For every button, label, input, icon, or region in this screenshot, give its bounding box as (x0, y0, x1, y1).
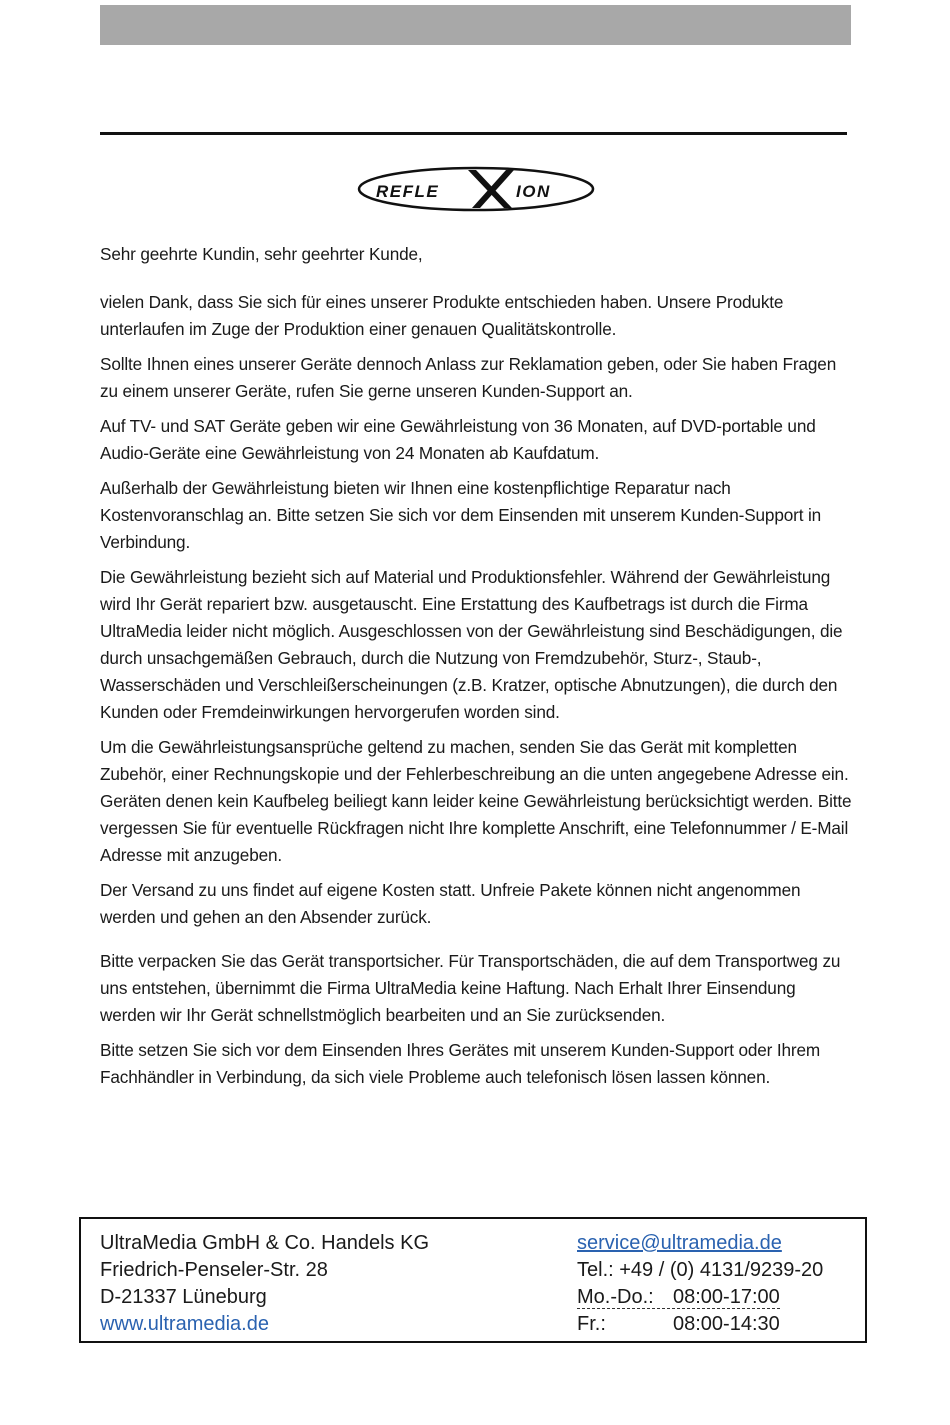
website-link[interactable]: www.ultramedia.de (100, 1313, 269, 1335)
hours-time: 08:00-14:30 (673, 1313, 780, 1335)
hours-days: Fr.: (577, 1313, 606, 1335)
postal-address (100, 1230, 429, 1338)
phone-number: Tel.: +49 / (0) 4131/9239-20 (577, 1259, 824, 1281)
greeting: Sehr geehrte Kundin, sehr geehrter Kunde, (100, 244, 423, 264)
paragraph-paid-repair: Außerhalb der Gewährleistung bieten wir Ihnen eine kostenpflichtige Reparatur nach Kostenvoranschlag an. Bitte setzen Sie sich vor dem Einsenden mit unserem Kunden-Support in Verbindung. (100, 478, 822, 552)
header-bar (100, 5, 851, 45)
hours-row (577, 1311, 823, 1338)
street-address: Friedrich-Penseler-Str. 28 (100, 1259, 328, 1281)
svg-text:REFLE: REFLE (376, 182, 440, 201)
letter-body (100, 241, 852, 1099)
paragraph-claim-process: Um die Gewährleistungsansprüche geltend zu machen, senden Sie das Gerät mit kompletten Zubehör, einer Rechnungskopie und der Fehlerbeschreibung an die unten angegebene Adresse ein. Geräten denen kein Kaufbeleg beiliegt kann leider keine Gewährleistung berücksichtigt werden. Bitte vergessen Sie für eventuelle Rückfragen nicht Ihre komplette Anschrift, eine Telefonnummer / E-Mail Adresse mit anzugeben. (100, 737, 852, 865)
paragraph-thanks: vielen Dank, dass Sie sich für eines unserer Produkte entschieden haben. Unsere Produkte unterlaufen im Zuge der Produktion einer genauen Qualitätskontrolle. (100, 292, 784, 339)
paragraph-warranty-scope: Die Gewährleistung bezieht sich auf Material und Produktionsfehler. Während der Gewährleistung wird Ihr Gerät repariert bzw. ausgetauscht. Eine Erstattung des Kaufbetrags ist durch die Firma UltraMedia leider nicht möglich. Ausgeschlossen von der Gewährleistung sind Beschädigungen, die durch unsachgemäßen Gebrauch, durch die Nutzung von Fremdzubehör, Sturz-, Staub-, Wasserschäden und Verschleißerscheinungen (z.B. Kratzer, optische Abnutzungen), die durch den Kunden oder Fremdeinwirkungen hervorgerufen worden sind. (100, 567, 843, 722)
address-box (79, 1217, 867, 1343)
header-rule (100, 132, 847, 135)
city-address: D-21337 Lüneburg (100, 1286, 267, 1308)
contact-details (577, 1230, 823, 1338)
company-name: UltraMedia GmbH & Co. Handels KG (100, 1232, 430, 1254)
paragraph-shipping-costs: Der Versand zu uns findet auf eigene Kosten statt. Unfreie Pakete können nicht angenommen werden und gehen an den Absender zurück. (100, 880, 801, 927)
email-link[interactable]: service@ultramedia.de (577, 1232, 782, 1254)
paragraph-support: Sollte Ihnen eines unserer Geräte dennoch Anlass zur Reklamation geben, oder Sie haben Fragen zu einem unserer Geräte, rufen Sie gerne unseren Kunden-Support an. (100, 354, 837, 401)
hours-row (577, 1284, 823, 1311)
paragraph-contact-first: Bitte setzen Sie sich vor dem Einsenden Ihres Gerätes mit unserem Kunden-Support oder Ihrem Fachhändler in Verbindung, da sich viele Probleme auch telefonisch lösen lassen können. (100, 1040, 821, 1087)
svg-text:ION: ION (516, 182, 551, 201)
paragraph-packaging: Bitte verpacken Sie das Gerät transportsicher. Für Transportschäden, die auf dem Transportweg zu uns entstehen, übernimmt die Firma UltraMedia keine Haftung. Nach Erhalt Ihrer Einsendung werden wir Ihr Gerät schnellstmöglich bearbeiten und an Sie zurücksenden. (100, 951, 841, 1025)
reflexion-logo (356, 164, 596, 214)
paragraph-warranty-period: Auf TV- und SAT Geräte geben wir eine Gewährleistung von 36 Monaten, auf DVD-portable und Audio-Geräte eine Gewährleistung von 24 Monaten ab Kaufdatum. (100, 416, 816, 463)
hours-time: 08:00-17:00 (673, 1286, 780, 1308)
hours-days: Mo.-Do.: (577, 1286, 654, 1308)
